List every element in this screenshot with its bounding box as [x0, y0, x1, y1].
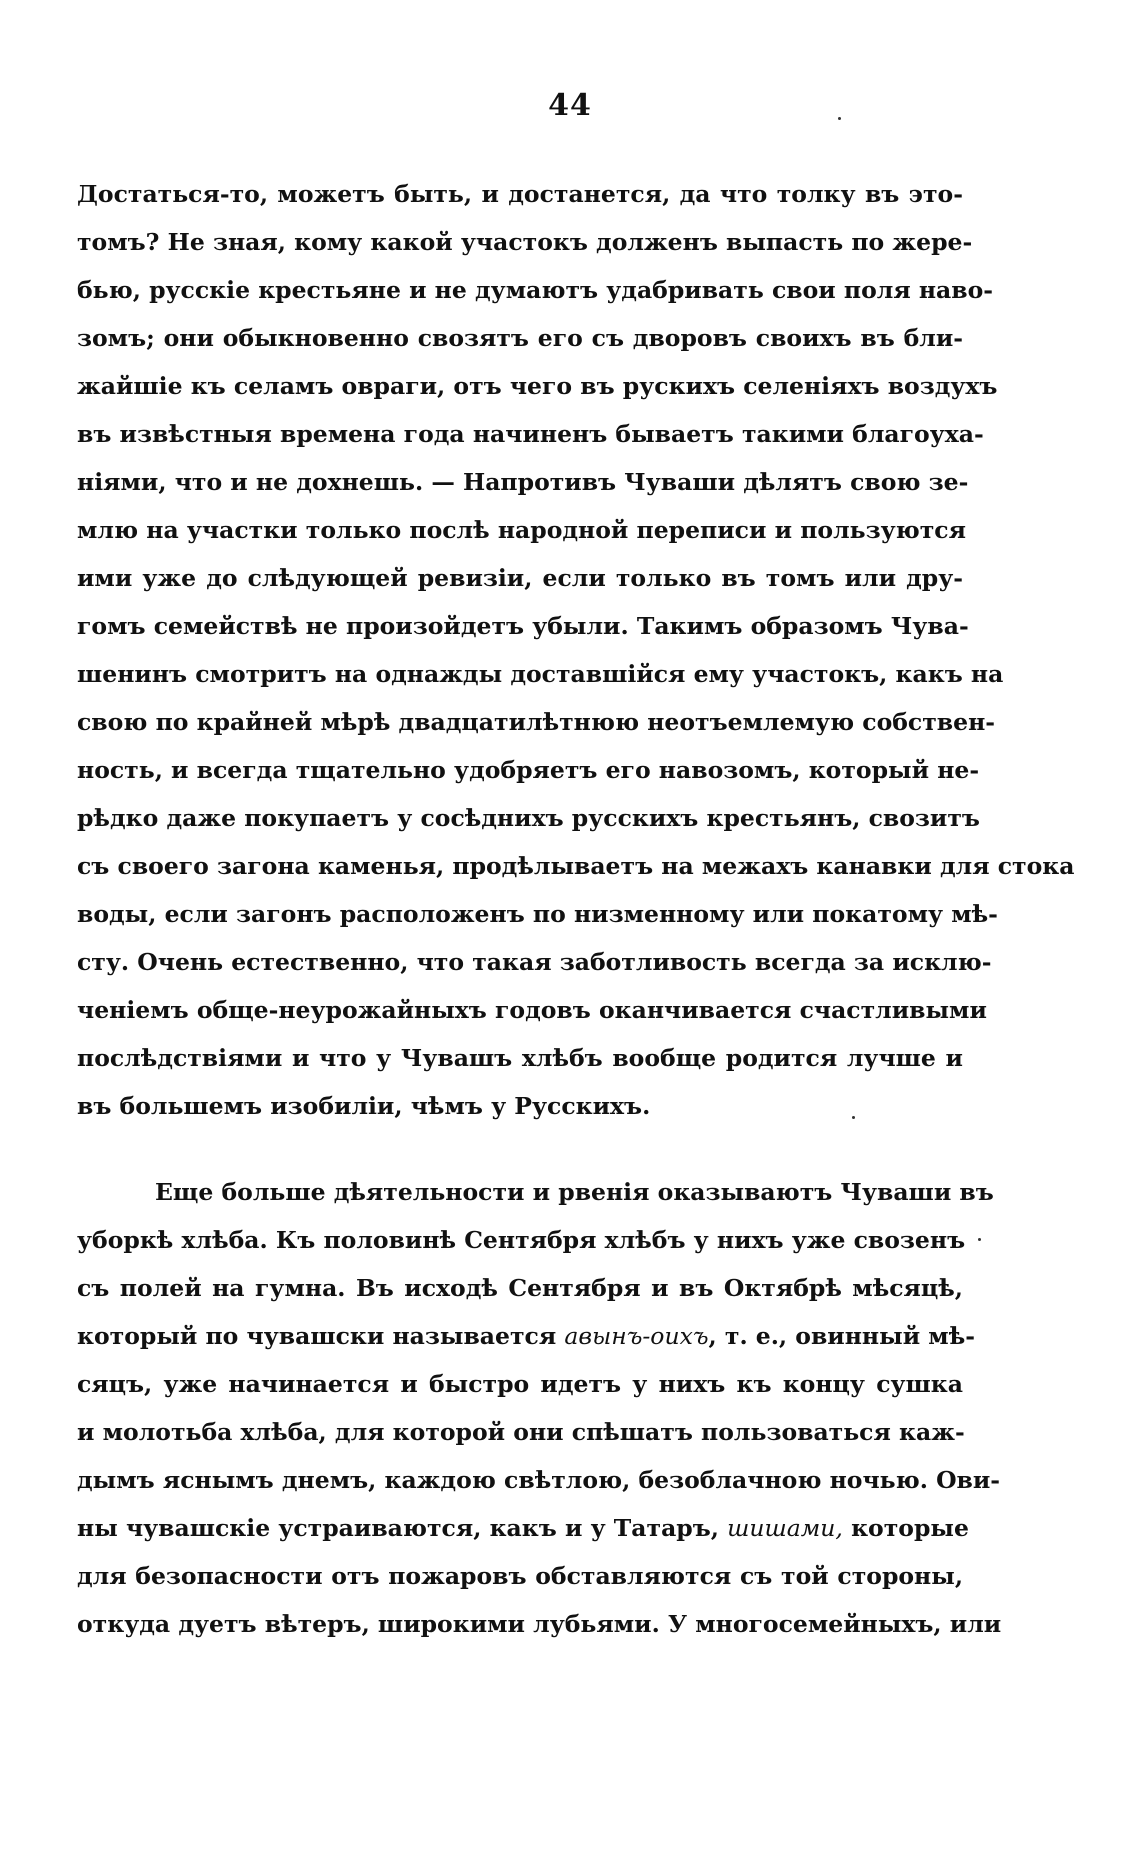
text-line: жайшіе къ селамъ овраги, отъ чего въ рускихъ селеніяхъ воздухъ [77, 372, 998, 400]
text-line: сяцъ, уже начинается и быстро идетъ у нихъ къ концу сушка [77, 1370, 963, 1398]
text-line: зомъ; они обыкновенно свозятъ его съ дворовъ своихъ въ бли- [77, 324, 963, 352]
text-line: бью, русскіе крестьяне и не думаютъ удабривать свои поля наво- [77, 276, 994, 304]
print-speck [978, 1238, 981, 1241]
text-line: гомъ семействѣ не произойдетъ убыли. Такимъ образомъ Чува- [77, 612, 969, 640]
page-number: 44 [548, 88, 592, 123]
text-line: въ извѣстныя времена года начиненъ бываетъ такими благоуха- [77, 420, 984, 448]
text-line: Достаться-то, можетъ быть, и достанется, да что толку въ это- [77, 180, 963, 208]
text-line: Еще больше дѣятельности и рвенія оказываютъ Чуваши въ [155, 1178, 994, 1206]
text-line: ченіемъ обще-неурожайныхъ годовъ оканчивается счастливыми [77, 996, 987, 1024]
text-line: для безопасности отъ пожаровъ обставляются съ той стороны, [77, 1562, 963, 1590]
text-line: съ полей на гумна. Въ исходѣ Сентября и въ Октябрѣ мѣсяцѣ, [77, 1274, 963, 1302]
text-line: съ своего загона каменья, продѣлываетъ на межахъ канавки для стока [77, 852, 1075, 880]
paragraph-1 [77, 170, 1075, 1130]
text-line: послѣдствіями и что у Чувашъ хлѣбъ вообще родится лучше и [77, 1044, 963, 1072]
text-line: ность, и всегда тщательно удобряетъ его навозомъ, который не- [77, 756, 980, 784]
print-speck [852, 1116, 855, 1119]
text-line [77, 1504, 969, 1552]
text-line: свою по крайней мѣрѣ двадцатилѣтнюю неотъемлемую собствен- [77, 708, 996, 736]
text-line: воды, если загонъ расположенъ по низменному или покатому мѣ- [77, 900, 998, 928]
text-line: дымъ яснымъ днемъ, каждою свѣтлою, безоблачною ночью. Ови- [77, 1466, 1001, 1494]
text-line: уборкѣ хлѣба. Къ половинѣ Сентября хлѣбъ у нихъ уже свозенъ [77, 1226, 966, 1254]
text-segment: которые [842, 1514, 969, 1542]
text-segment: , т. е., овинный мѣ- [708, 1322, 975, 1350]
text-line: шенинъ смотритъ на однажды доставшійся ему участокъ, какъ на [77, 660, 1004, 688]
text-line [77, 1312, 975, 1360]
text-line: томъ? Не зная, кому какой участокъ долженъ выпасть по жере- [77, 228, 973, 256]
print-speck [838, 117, 841, 120]
chuvash-term: авынъ-оихъ [564, 1322, 709, 1350]
text-segment: ны чувашскіе устраиваются, какъ и у Татаръ, [77, 1514, 728, 1542]
text-line: сту. Очень естественно, что такая заботливость всегда за исклю- [77, 948, 992, 976]
text-line: ніями, что и не дохнешь. — Напротивъ Чуваши дѣлятъ свою зе- [77, 468, 969, 496]
text-line: рѣдко даже покупаетъ у сосѣднихъ русскихъ крестьянъ, свозитъ [77, 804, 980, 832]
text-line: въ большемъ изобиліи, чѣмъ у Русскихъ. [77, 1092, 651, 1120]
text-line: и молотьба хлѣба, для которой они спѣшатъ пользоваться каж- [77, 1418, 965, 1446]
text-line: откуда дуетъ вѣтеръ, широкими лубьями. У многосемейныхъ, или [77, 1610, 1002, 1638]
paragraph-2 [77, 1168, 1002, 1648]
text-segment: который по чувашски называется [77, 1322, 565, 1350]
tatar-term: шишами, [727, 1514, 843, 1542]
text-line: ими уже до слѣдующей ревизіи, если только въ томъ или дру- [77, 564, 963, 592]
text-line: млю на участки только послѣ народной переписи и пользуются [77, 516, 966, 544]
